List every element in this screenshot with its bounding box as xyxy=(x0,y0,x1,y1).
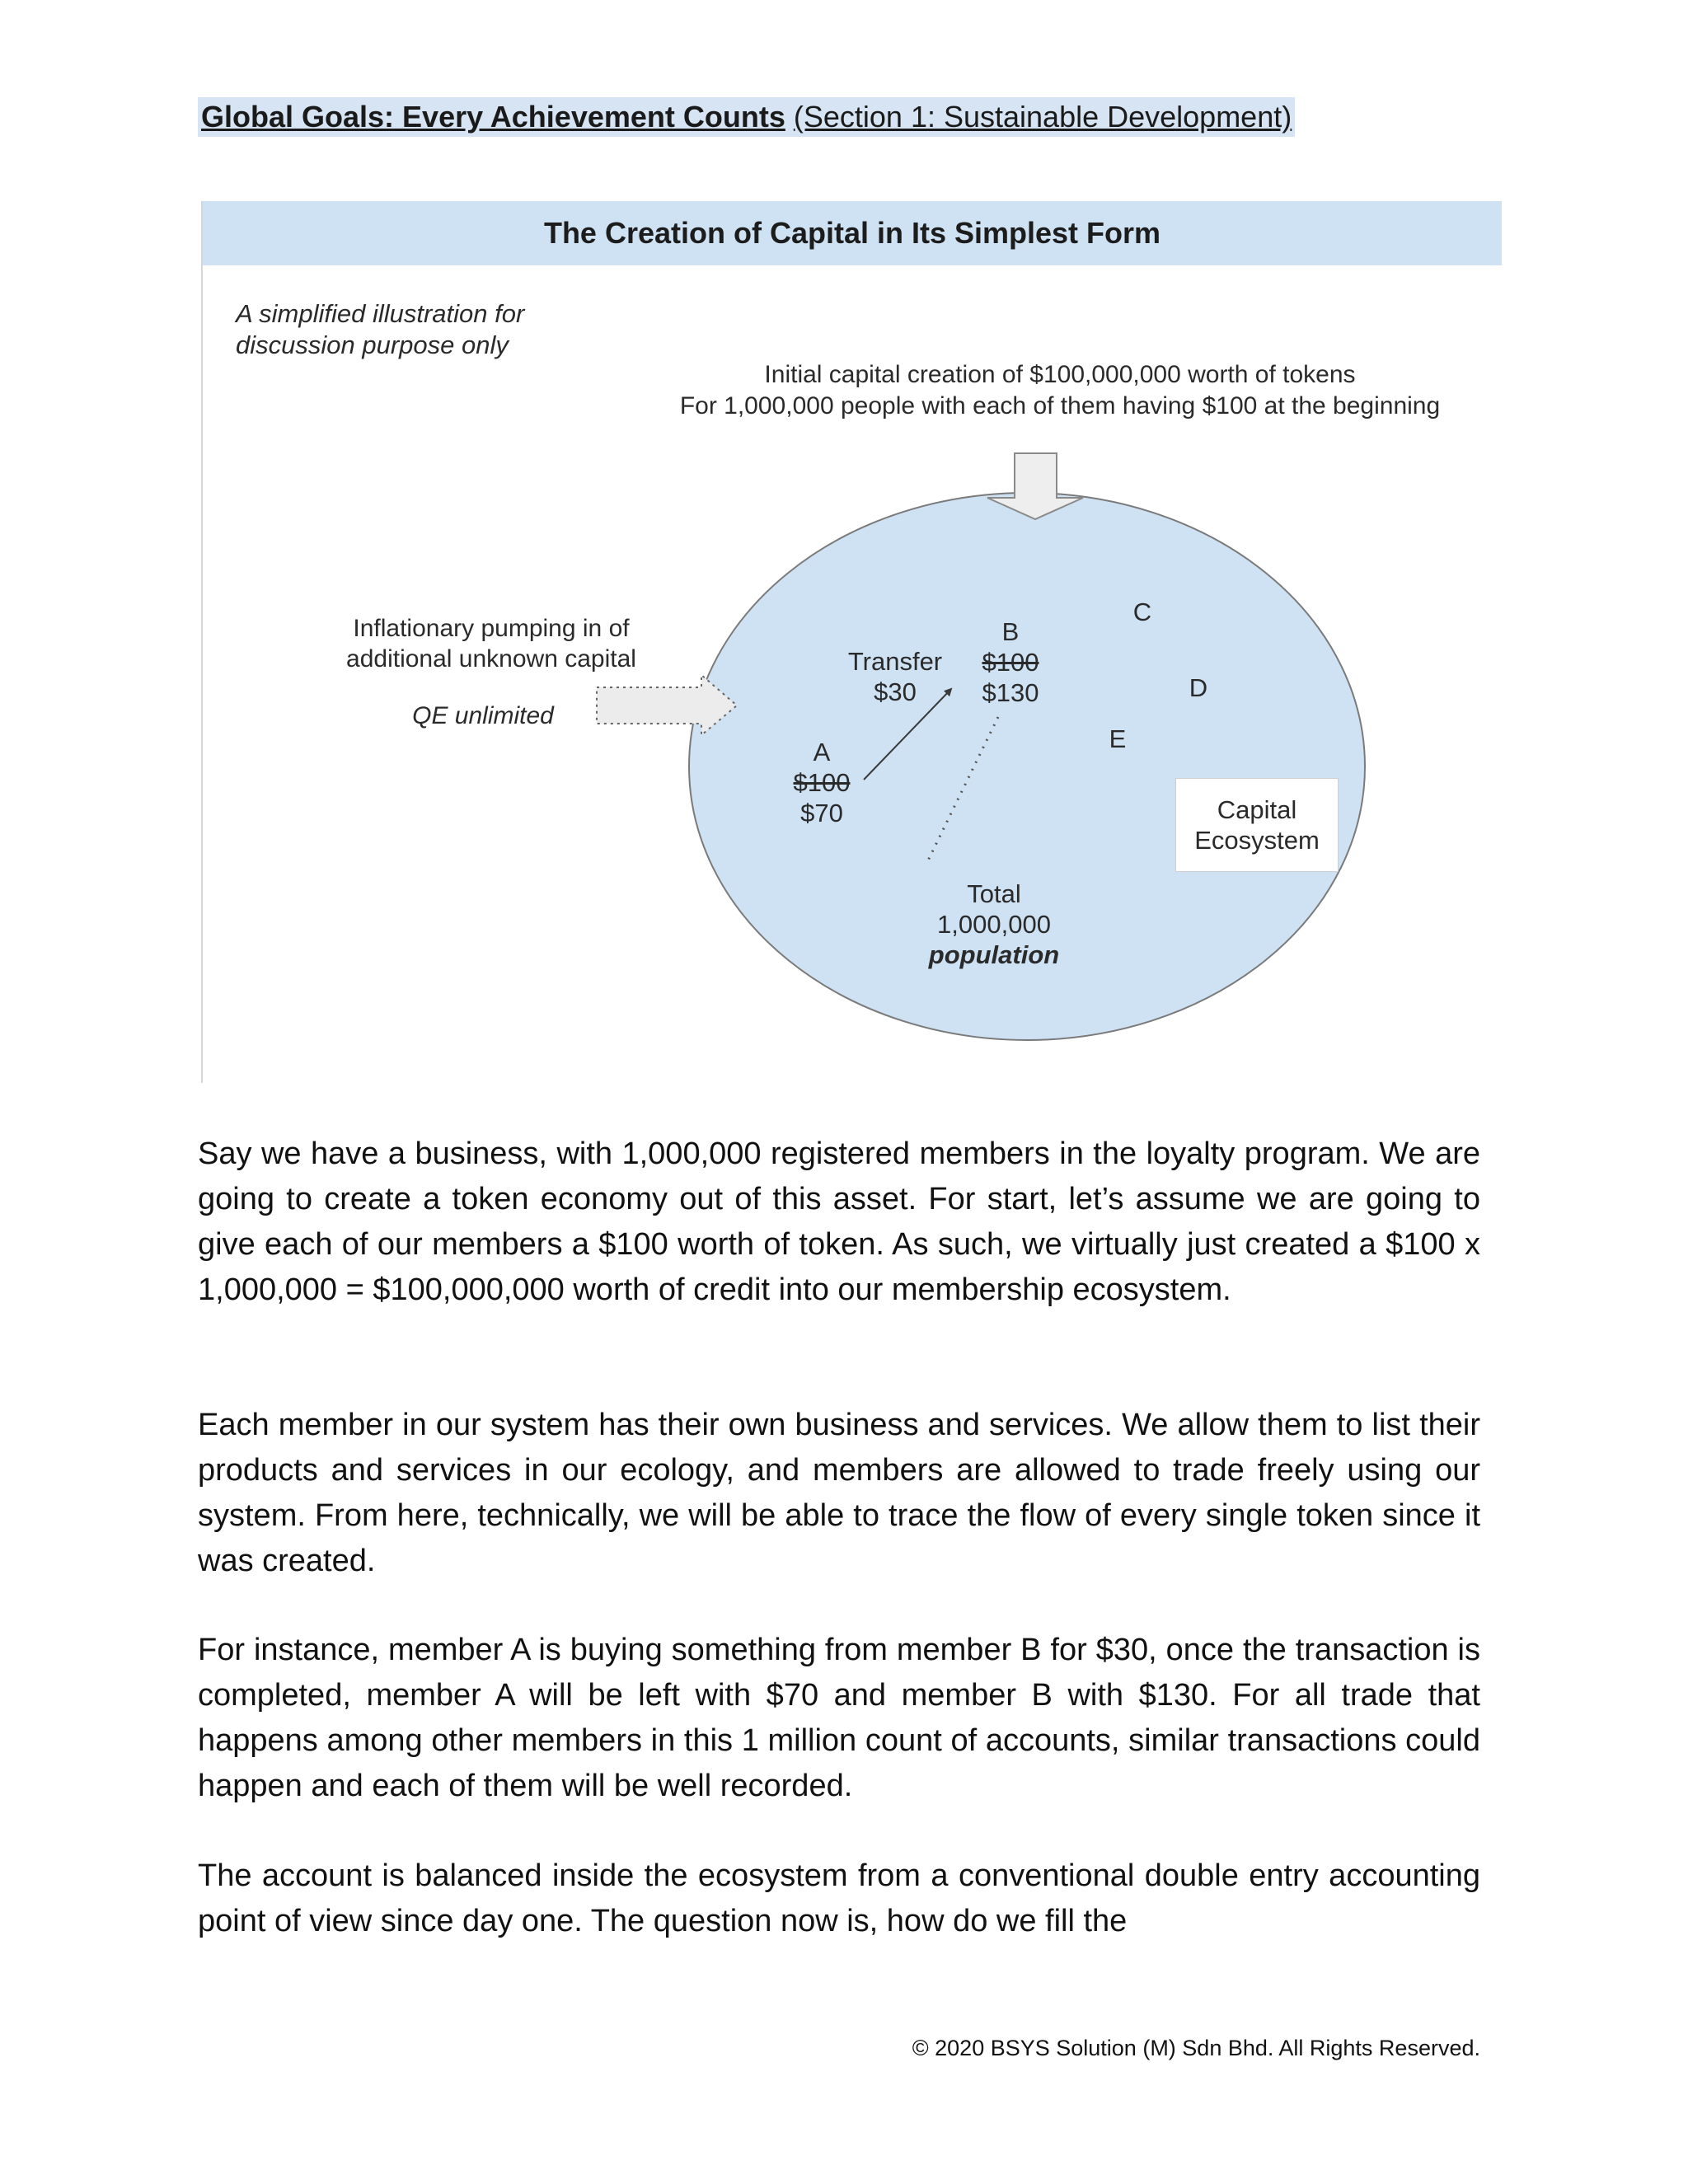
member-d: D xyxy=(1189,673,1208,702)
caption-line-1: A simplified illustration for xyxy=(236,299,525,328)
ecosystem-line-2: Ecosystem xyxy=(1194,826,1320,855)
member-a-name: A xyxy=(813,738,831,766)
inflation-line-1: Inflationary pumping in of xyxy=(353,615,630,642)
paragraph-4: The account is balanced inside the ecosystem from a conventional double entry accounting point of view since day one. The question now is, how do we fill the xyxy=(198,1858,1480,1938)
total-population xyxy=(912,879,1076,970)
total-value: 1,000,000 xyxy=(937,910,1051,939)
member-b xyxy=(961,616,1060,708)
caption-line-2: discussion purpose only xyxy=(236,330,509,359)
member-b-old-balance: $100 xyxy=(982,648,1039,677)
paragraph-1: Say we have a business, with 1,000,000 registered members in the loyalty program. We are going to create a token economy out of this asset. For start, let’s assume we are going to give each of our members a $100 worth of token. As such, we virtually just created a $100 x 1,000,000 = $100,000,000 worth of credit into our membership ecosystem. xyxy=(198,1137,1480,1307)
member-b-name: B xyxy=(1001,617,1020,646)
member-e: E xyxy=(1109,724,1127,753)
transfer-label: Transfer xyxy=(847,647,943,676)
paragraph-3: For instance, member A is buying something from member B for $30, once the transaction is completed, member A will be left with $70 and member B with $130. For all trade that happens among other members in this 1 million count of accounts, similar transactions could happen and each of them will be well recorded. xyxy=(198,1633,1480,1803)
total-label: Total xyxy=(967,879,1021,908)
copyright-footer: © 2020 BSYS Solution (M) Sdn Bhd. All Rights Reserved. xyxy=(912,2036,1480,2060)
qe-label: QE unlimited xyxy=(412,702,554,729)
capital-creation-figure xyxy=(201,201,1510,1083)
member-c: C xyxy=(1132,598,1152,626)
document-header xyxy=(198,97,1295,137)
total-unit: population xyxy=(928,940,1060,969)
transfer-amount: $30 xyxy=(874,677,917,706)
inflation-note xyxy=(318,613,664,674)
transfer-note xyxy=(813,646,978,707)
initial-line-2: For 1,000,000 people with each of them having $100 at the beginning xyxy=(679,392,1441,419)
initial-line-1: Initial capital creation of $100,000,000 worth of tokens xyxy=(764,361,1356,388)
header-section: (Section 1: Sustainable Development) xyxy=(793,100,1292,134)
capital-ecosystem-box xyxy=(1175,778,1339,872)
member-b-new-balance: $130 xyxy=(982,678,1039,707)
header-title: Global Goals: Every Achievement Counts xyxy=(201,100,785,134)
member-a xyxy=(776,737,867,828)
member-a-new-balance: $70 xyxy=(800,799,843,827)
figure-title: The Creation of Capital in Its Simplest Form xyxy=(203,201,1502,265)
paragraph-2: Each member in our system has their own business and services. We allow them to list their products and services in our ecology, and members are allowed to trade freely using our system. From here, technically, we will be able to trace the flow of every single token since it was created. xyxy=(198,1408,1480,1578)
inflation-line-2: additional unknown capital xyxy=(346,645,636,673)
member-a-old-balance: $100 xyxy=(793,768,851,797)
ecosystem-line-1: Capital xyxy=(1217,795,1297,824)
